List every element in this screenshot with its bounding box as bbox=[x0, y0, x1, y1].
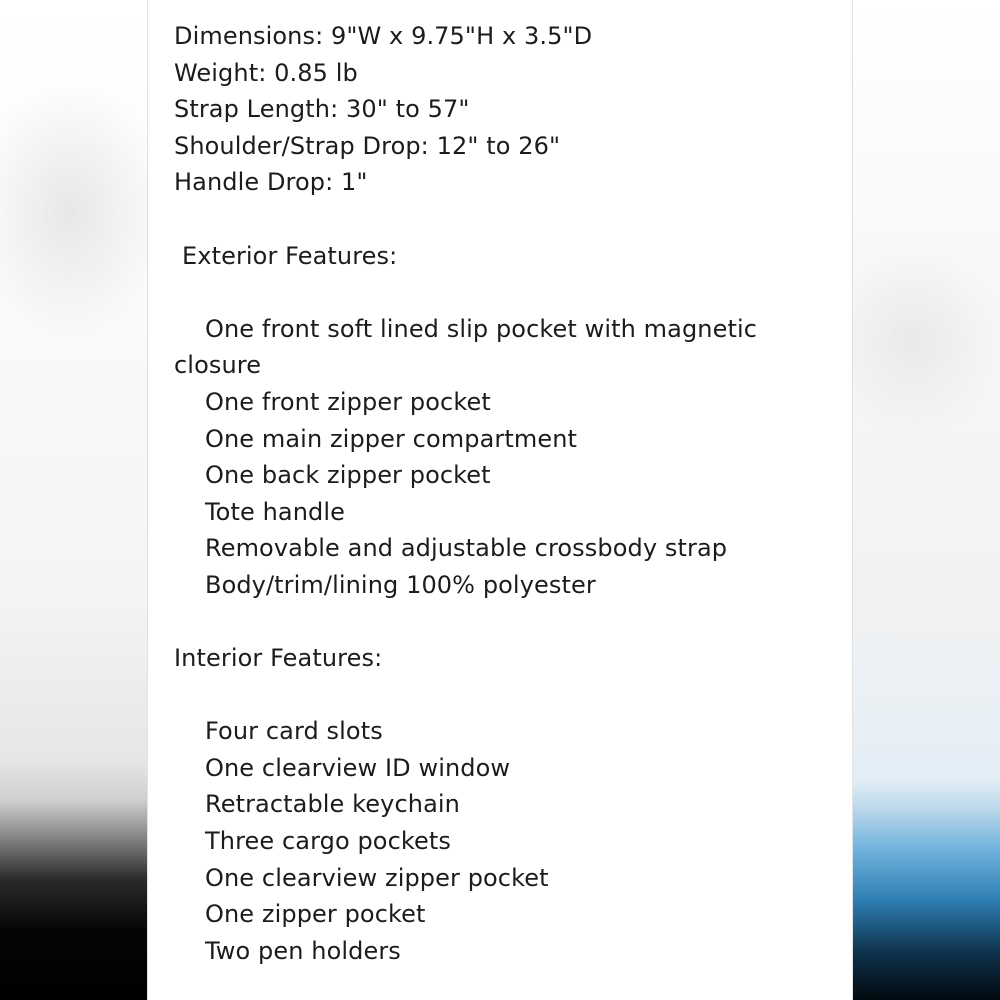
exterior-feature-item: Tote handle bbox=[205, 497, 345, 526]
interior-feature-item: Three cargo pockets bbox=[205, 827, 452, 856]
description-panel bbox=[147, 0, 853, 1000]
spec-weight: Weight: 0.85 lb bbox=[174, 58, 358, 87]
interior-feature-item: Four card slots bbox=[205, 717, 383, 746]
spec-dimensions: Dimensions: 9"W x 9.75"H x 3.5"D bbox=[174, 22, 593, 50]
exterior-feature-item: One main zipper compartment bbox=[205, 424, 578, 453]
exterior-feature-item: Body/trim/lining 100% polyester bbox=[205, 570, 596, 599]
spacer bbox=[174, 677, 794, 714]
spec-shoulder-strap-drop: Shoulder/Strap Drop: 12" to 26" bbox=[174, 131, 561, 160]
right-blurred-background bbox=[853, 0, 1000, 1000]
exterior-feature-item: One front soft lined slip pocket with magnetic closure bbox=[174, 314, 758, 380]
interior-feature-item: One zipper pocket bbox=[205, 900, 426, 929]
exterior-feature-item: One front zipper pocket bbox=[205, 387, 491, 416]
spec-handle-drop: Handle Drop: 1" bbox=[174, 168, 368, 197]
product-description-text bbox=[174, 18, 794, 969]
spacer bbox=[174, 274, 794, 311]
exterior-feature-item: Removable and adjustable crossbody strap bbox=[205, 534, 728, 563]
exterior-feature-item: One back zipper pocket bbox=[205, 461, 491, 490]
interior-feature-item: One clearview zipper pocket bbox=[205, 863, 549, 892]
spec-strap-length: Strap Length: 30" to 57" bbox=[174, 95, 470, 124]
interior-feature-item: Retractable keychain bbox=[205, 790, 460, 819]
interior-feature-item: One clearview ID window bbox=[205, 753, 511, 782]
spacer bbox=[174, 604, 794, 641]
interior-feature-item: Two pen holders bbox=[205, 936, 401, 965]
interior-features-heading: Interior Features: bbox=[174, 644, 383, 673]
exterior-features-heading: Exterior Features: bbox=[182, 241, 398, 270]
spacer bbox=[174, 201, 794, 238]
left-blurred-background bbox=[0, 0, 147, 1000]
